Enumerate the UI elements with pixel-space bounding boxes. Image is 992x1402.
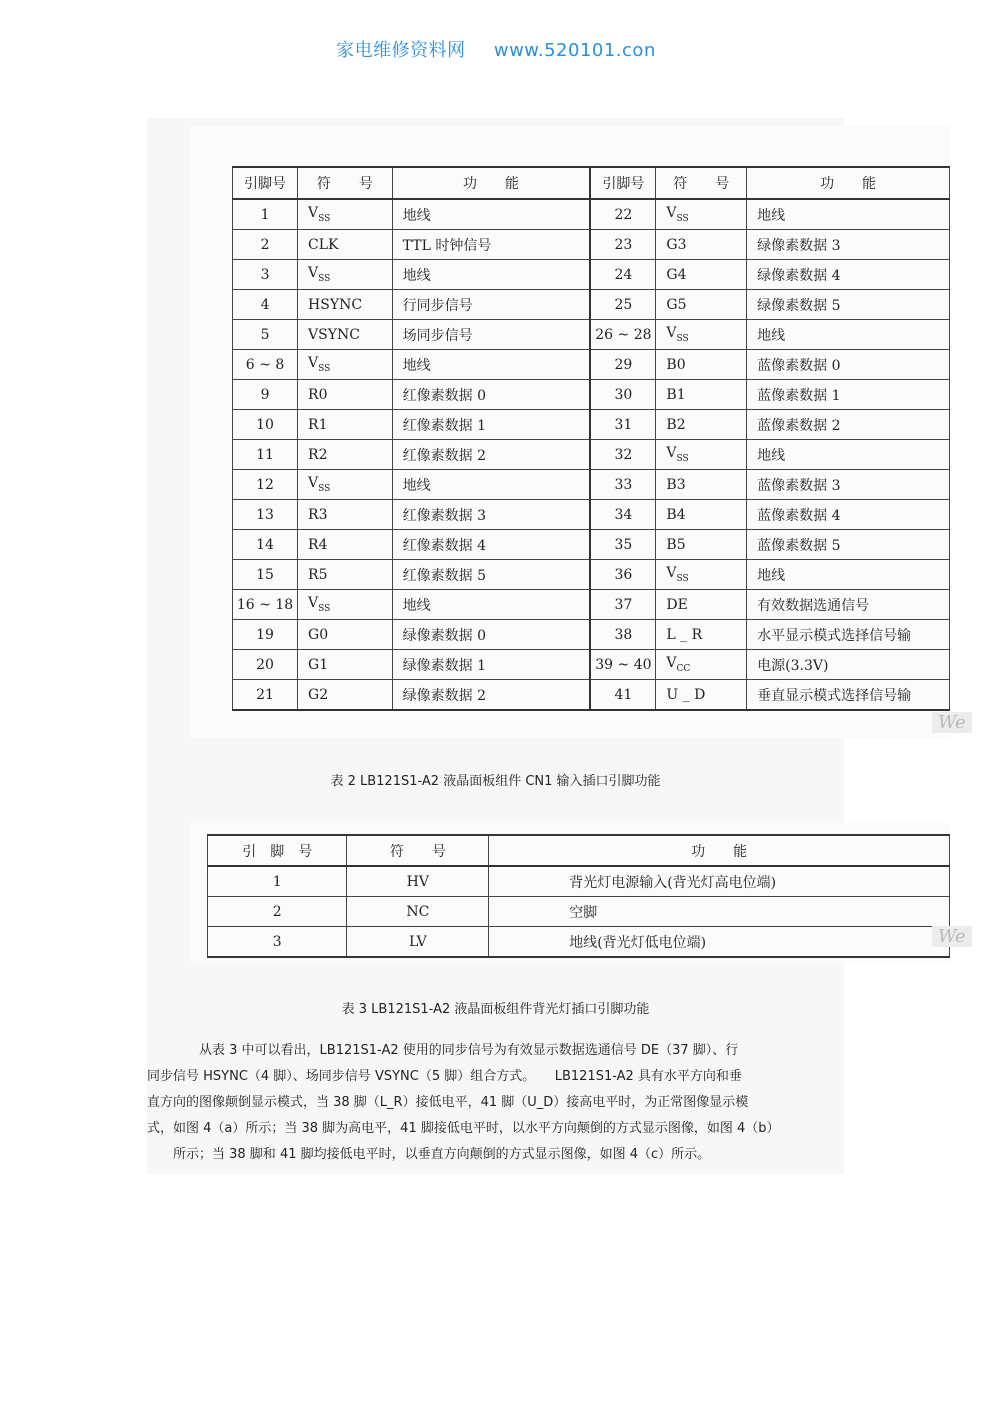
pin-number-text: 15 — [256, 566, 274, 583]
paragraph-line: 所示；当 38 脚和 41 脚均接低电平时，以垂直方向颠倒的方式显示图像，如图 4（c）所示。 — [147, 1147, 711, 1162]
pin-number-text: 11 — [256, 446, 274, 463]
pin-function-2-text: 绿像素数据 4 — [757, 267, 841, 284]
pin-number-text: 20 — [256, 656, 274, 673]
article-panel — [147, 118, 966, 1174]
pin-symbol — [298, 260, 393, 290]
pin-number-2-text: 34 — [614, 506, 633, 523]
pin-symbol-text: R2 — [308, 446, 328, 463]
pin-number-2-text: 22 — [614, 206, 633, 223]
pin-symbol-text: R3 — [308, 506, 328, 523]
pin-function-2-text: 电源(3.3V) — [757, 657, 829, 674]
pin-function — [392, 440, 590, 470]
pin-number-text: 21 — [256, 686, 274, 703]
pin-symbol-2-text: V — [666, 205, 677, 222]
pin-symbol-text: VSYNC — [308, 326, 360, 343]
pin-symbol: HV — [347, 866, 489, 897]
pin-function-2-text: 垂直显示模式选择信号输 — [757, 687, 912, 704]
pin-function-2 — [747, 590, 950, 620]
watermark: We — [932, 712, 972, 733]
pin-function-2 — [747, 410, 950, 440]
pin-number — [233, 620, 298, 650]
pin-number-2-text: 23 — [614, 236, 633, 253]
pin-symbol-2-text: V — [666, 655, 677, 672]
pin-symbol-text: V — [308, 475, 319, 492]
pin-symbol-2 — [656, 500, 747, 530]
symbol-subscript: SS — [676, 213, 689, 224]
table-row — [208, 866, 950, 897]
pin-symbol-text: G2 — [308, 686, 329, 703]
table-row — [233, 320, 950, 350]
symbol-subscript: SS — [318, 273, 331, 284]
pin-symbol-text: R0 — [308, 386, 328, 403]
table-row — [233, 380, 950, 410]
caption-table3: 表 3 LB121S1-A2 液晶面板组件背光灯插口引脚功能 — [341, 1002, 650, 1017]
pin-symbol-text: R1 — [308, 416, 328, 433]
pin-function-2-text: 蓝像素数据 4 — [757, 507, 841, 524]
pin-function-2 — [747, 290, 950, 320]
table-row — [233, 500, 950, 530]
pin-function-text: 红像素数据 0 — [402, 387, 487, 404]
pin-function-2-text: 蓝像素数据 5 — [757, 537, 841, 554]
pin-function-text: 红像素数据 4 — [402, 537, 487, 554]
pin-symbol-2 — [656, 470, 747, 500]
header-symbol: 符 号 — [347, 835, 489, 866]
pin-number-2-text: 25 — [614, 296, 633, 313]
pin-symbol: NC — [347, 897, 489, 927]
pin-symbol-2 — [656, 680, 747, 711]
symbol-subscript: SS — [318, 213, 331, 224]
pin-number-text: 3 — [260, 266, 270, 283]
pin-function-2 — [747, 680, 950, 711]
pin-number-2-text: 26 ~ 28 — [595, 326, 652, 343]
pin-symbol-2-text: B1 — [666, 386, 686, 403]
pin-symbol — [298, 470, 393, 500]
pin-number-2 — [590, 560, 656, 590]
pin-function-2-text: 蓝像素数据 2 — [757, 417, 841, 434]
pin-symbol — [298, 350, 393, 380]
pin-function-text: 绿像素数据 2 — [402, 687, 487, 704]
pin-function — [392, 410, 590, 440]
pin-function-text: 地线 — [402, 207, 431, 224]
header-pin: 引脚号 — [233, 167, 298, 199]
table-row — [233, 290, 950, 320]
pin-function-text: 绿像素数据 1 — [402, 657, 487, 674]
pin-function — [392, 290, 590, 320]
pin-function-2 — [747, 650, 950, 680]
pin-function-2-text: 蓝像素数据 1 — [757, 387, 841, 404]
pin-number-2 — [590, 320, 656, 350]
table-row — [233, 350, 950, 380]
pin-number-2-text: 32 — [614, 446, 633, 463]
pin-symbol: LV — [347, 927, 489, 958]
pin-number — [233, 380, 298, 410]
pin-symbol-2 — [656, 290, 747, 320]
pin-function-2-text: 地线 — [757, 447, 786, 464]
symbol-subscript: SS — [676, 573, 689, 584]
pin-symbol-2 — [656, 590, 747, 620]
pin-table-image — [190, 126, 966, 738]
pin-function-text: 地线 — [402, 597, 431, 614]
header-pin-2: 引脚号 — [590, 167, 656, 199]
pin-symbol-2-text: V — [666, 565, 677, 582]
pin-number-2 — [590, 590, 656, 620]
pin-function — [392, 260, 590, 290]
table-row — [233, 230, 950, 260]
paragraph-line: 式，如图 4（a）所示；当 38 脚为高电平，41 脚接低电平时，以水平方向颠倒的方式显示图像，如图 4（b） — [147, 1121, 780, 1136]
pin-symbol-2 — [656, 199, 747, 230]
pin-number — [233, 650, 298, 680]
table-row — [233, 620, 950, 650]
pin-symbol-2 — [656, 230, 747, 260]
pin-function-2-text: 蓝像素数据 3 — [757, 477, 841, 494]
pin-function-text: 红像素数据 1 — [402, 417, 487, 434]
pin-symbol-2-text: B0 — [666, 356, 686, 373]
paragraph-line: 从表 3 中可以看出，LB121S1-A2 使用的同步信号为有效显示数据选通信号 DE（37 脚）、行 — [147, 1043, 739, 1058]
pin-function-text: TTL 时钟信号 — [402, 237, 492, 254]
pin-symbol-2 — [656, 440, 747, 470]
pin-number-2 — [590, 380, 656, 410]
pin-symbol-2 — [656, 560, 747, 590]
pin-number — [233, 260, 298, 290]
pin-function-2 — [747, 500, 950, 530]
symbol-subscript: CC — [676, 663, 691, 674]
pin-number-text: 5 — [260, 326, 270, 343]
paragraph-line: 直方向的图像颠倒显示模式，当 38 脚（L_R）接低电平，41 脚（U_D）接高电平时，为正常图像显示模 — [147, 1095, 749, 1110]
cn1-pin-table — [232, 166, 950, 711]
pin-number-text: 14 — [256, 536, 274, 553]
pin-number-2 — [590, 680, 656, 711]
pin-function — [392, 500, 590, 530]
pin-number-text: 16 ~ 18 — [236, 596, 294, 613]
table-row — [233, 410, 950, 440]
pin-function-text: 地线 — [402, 357, 431, 374]
pin-function-2-text: 绿像素数据 5 — [757, 297, 841, 314]
pin-function — [392, 620, 590, 650]
pin-function-text: 红像素数据 3 — [402, 507, 487, 524]
pin-number-2-text: 36 — [614, 566, 633, 583]
site-url[interactable]: www.520101.con — [493, 40, 656, 61]
pin-number-2-text: 41 — [614, 686, 633, 703]
pin-number-2-text: 39 ~ 40 — [595, 656, 652, 673]
pin-number-2 — [590, 440, 656, 470]
table-row — [233, 440, 950, 470]
table-header-row — [233, 167, 950, 199]
pin-symbol-2 — [656, 530, 747, 560]
pin-symbol-2-text: V — [666, 325, 677, 342]
symbol-subscript: SS — [318, 483, 331, 494]
pin-symbol — [298, 199, 393, 230]
pin-function-2 — [747, 230, 950, 260]
pin-symbol-2 — [656, 650, 747, 680]
pin-number-2-text: 33 — [614, 476, 633, 493]
pin-number-2 — [590, 290, 656, 320]
pin-number — [233, 350, 298, 380]
pin-function — [392, 560, 590, 590]
pin-number — [233, 410, 298, 440]
pin-function-text: 地线 — [402, 267, 431, 284]
pin-number-2-text: 31 — [614, 416, 633, 433]
site-header — [0, 36, 992, 62]
pin-function: 空脚 — [489, 897, 950, 927]
pin-function — [392, 470, 590, 500]
pin-symbol — [298, 320, 393, 350]
pin-symbol-2 — [656, 410, 747, 440]
table-row — [233, 680, 950, 711]
symbol-subscript: SS — [318, 363, 331, 374]
pin-number-text: 12 — [256, 476, 274, 493]
pin-function — [392, 680, 590, 711]
pin-function-2-text: 水平显示模式选择信号输 — [757, 627, 912, 644]
pin-number-2 — [590, 199, 656, 230]
pin-symbol — [298, 500, 393, 530]
pin-symbol — [298, 680, 393, 711]
pin-number-text: 13 — [256, 506, 274, 523]
pin-number — [233, 320, 298, 350]
pin-function: 地线(背光灯低电位端) — [489, 927, 950, 958]
pin-function — [392, 590, 590, 620]
pin-symbol-text: V — [308, 355, 319, 372]
pin-number-2 — [590, 260, 656, 290]
pin-number — [233, 230, 298, 260]
pin-function-2-text: 蓝像素数据 0 — [757, 357, 841, 374]
backlight-table-image — [190, 823, 966, 963]
paragraph-line: 同步信号 HSYNC（4 脚）、场同步信号 VSYNC（5 脚）组合方式。 LB121S1-A2 具有水平方向和垂 — [147, 1069, 742, 1084]
pin-number: 1 — [208, 866, 347, 897]
pin-symbol-2 — [656, 320, 747, 350]
pin-number-text: 10 — [256, 416, 274, 433]
pin-function — [392, 350, 590, 380]
pin-symbol-2-text: G5 — [666, 296, 687, 313]
pin-number-2 — [590, 470, 656, 500]
pin-function-text: 场同步信号 — [402, 327, 473, 344]
pin-number-2-text: 38 — [614, 626, 633, 643]
table-row — [233, 650, 950, 680]
table-row — [233, 199, 950, 230]
pin-symbol — [298, 590, 393, 620]
pin-symbol-text: R5 — [308, 566, 328, 583]
pin-function-text: 红像素数据 5 — [402, 567, 487, 584]
pin-number — [233, 470, 298, 500]
pin-symbol-2-text: G3 — [666, 236, 687, 253]
pin-symbol-2-text: V — [666, 445, 677, 462]
pin-number-text: 9 — [260, 386, 270, 403]
table-row — [208, 927, 950, 958]
pin-function — [392, 199, 590, 230]
pin-number-text: 4 — [260, 296, 270, 313]
table-row — [208, 897, 950, 927]
pin-function-2 — [747, 560, 950, 590]
pin-symbol — [298, 230, 393, 260]
backlight-pin-table — [207, 834, 950, 958]
pin-symbol-text: R4 — [308, 536, 328, 553]
pin-number — [233, 590, 298, 620]
pin-function: 背光灯电源输入(背光灯高电位端) — [489, 866, 950, 897]
pin-number-2-text: 24 — [614, 266, 633, 283]
pin-number: 2 — [208, 897, 347, 927]
pin-function-2-text: 地线 — [757, 207, 786, 224]
pin-symbol-2 — [656, 380, 747, 410]
pin-number-2-text: 35 — [614, 536, 633, 553]
pin-function-text: 地线 — [402, 477, 431, 494]
table-row — [233, 560, 950, 590]
pin-function — [392, 650, 590, 680]
body-paragraph — [147, 1038, 844, 1168]
pin-function — [392, 530, 590, 560]
pin-function-2 — [747, 199, 950, 230]
pin-number — [233, 199, 298, 230]
pin-function-2-text: 有效数据选通信号 — [757, 597, 870, 614]
pin-symbol-text: G0 — [308, 626, 329, 643]
pin-number-2 — [590, 650, 656, 680]
pin-function-2 — [747, 530, 950, 560]
pin-symbol-2-text: B3 — [666, 476, 686, 493]
pin-function — [392, 320, 590, 350]
pin-symbol-2-text: B2 — [666, 416, 686, 433]
pin-number — [233, 500, 298, 530]
pin-number-2-text: 29 — [614, 356, 633, 373]
pin-number — [233, 290, 298, 320]
pin-symbol — [298, 620, 393, 650]
pin-symbol-2 — [656, 260, 747, 290]
pin-number-2 — [590, 230, 656, 260]
pin-symbol-text: G1 — [308, 656, 329, 673]
pin-symbol — [298, 290, 393, 320]
pin-symbol-text: V — [308, 265, 319, 282]
pin-number-2 — [590, 620, 656, 650]
pin-function-text: 绿像素数据 0 — [402, 627, 487, 644]
symbol-subscript: SS — [676, 333, 689, 344]
pin-number: 3 — [208, 927, 347, 958]
pin-function-text: 行同步信号 — [402, 297, 473, 314]
pin-symbol-2-text: U _ D — [666, 686, 706, 703]
header-symbol: 符 号 — [298, 167, 393, 199]
table-row — [233, 590, 950, 620]
pin-number-2 — [590, 530, 656, 560]
pin-function-2 — [747, 320, 950, 350]
pin-symbol-text: V — [308, 595, 319, 612]
pin-function-2-text: 地线 — [757, 567, 786, 584]
pin-function-2-text: 地线 — [757, 327, 786, 344]
pin-number-text: 2 — [260, 236, 270, 253]
pin-function — [392, 230, 590, 260]
pin-number — [233, 440, 298, 470]
pin-number-2 — [590, 410, 656, 440]
pin-function-2 — [747, 470, 950, 500]
header-symbol-2: 符 号 — [656, 167, 747, 199]
header-function: 功 能 — [489, 835, 950, 866]
pin-symbol — [298, 650, 393, 680]
watermark: We — [932, 926, 972, 947]
pin-symbol-2-text: DE — [666, 596, 688, 613]
pin-number-2 — [590, 350, 656, 380]
pin-number-2-text: 37 — [614, 596, 633, 613]
pin-number-text: 6 ~ 8 — [245, 356, 285, 373]
header-function-2: 功 能 — [747, 167, 950, 199]
pin-symbol — [298, 440, 393, 470]
pin-symbol-2 — [656, 350, 747, 380]
pin-function-2 — [747, 380, 950, 410]
pin-symbol-text: HSYNC — [308, 296, 363, 313]
pin-symbol-2-text: B5 — [666, 536, 686, 553]
pin-symbol-2-text: L _ R — [666, 626, 703, 643]
pin-function-2-text: 绿像素数据 3 — [757, 237, 841, 254]
pin-symbol — [298, 530, 393, 560]
pin-symbol-2-text: B4 — [666, 506, 686, 523]
pin-symbol-2-text: G4 — [666, 266, 687, 283]
symbol-subscript: SS — [318, 603, 331, 614]
pin-symbol — [298, 560, 393, 590]
pin-symbol-2 — [656, 620, 747, 650]
table-header-row — [208, 835, 950, 866]
header-function: 功 能 — [392, 167, 590, 199]
caption-table2: 表 2 LB121S1-A2 液晶面板组件 CN1 输入插口引脚功能 — [330, 774, 661, 789]
header-pin: 引 脚 号 — [208, 835, 347, 866]
table-row — [233, 530, 950, 560]
pin-symbol — [298, 380, 393, 410]
site-name: 家电维修资料网 — [336, 40, 466, 61]
pin-function-2 — [747, 260, 950, 290]
pin-number — [233, 560, 298, 590]
pin-number — [233, 680, 298, 711]
pin-function-2 — [747, 350, 950, 380]
table-row — [233, 470, 950, 500]
pin-function-2 — [747, 440, 950, 470]
pin-function-2 — [747, 620, 950, 650]
table-row — [233, 260, 950, 290]
pin-number-2-text: 30 — [614, 386, 633, 403]
pin-symbol-text: CLK — [308, 236, 339, 253]
pin-number — [233, 530, 298, 560]
pin-function-text: 红像素数据 2 — [402, 447, 487, 464]
pin-symbol — [298, 410, 393, 440]
pin-number-text: 19 — [256, 626, 274, 643]
pin-function — [392, 380, 590, 410]
pin-number-text: 1 — [260, 206, 270, 223]
pin-number-2 — [590, 500, 656, 530]
pin-symbol-text: V — [308, 205, 319, 222]
symbol-subscript: SS — [676, 453, 689, 464]
